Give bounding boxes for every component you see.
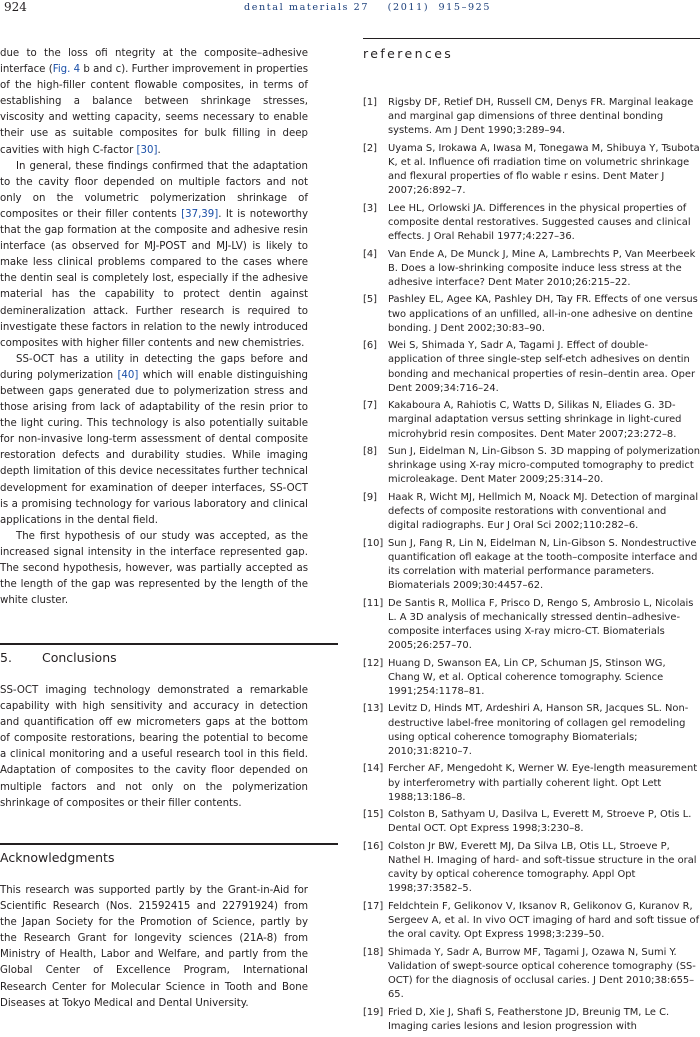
citation-link[interactable]: [30] [136, 144, 158, 156]
reference-number: [16] [363, 840, 384, 852]
reference-number: [12] [363, 657, 384, 669]
reference-text: Wei S, Shimada Y, Sadr A, Tagami J. Effect of double-application of three single-step self-etch adhesives on dentin bonding and mechanical properties of resin–dentin area. Oper Dent 2009;34:716–24. [388, 340, 696, 394]
section-title: Conclusions [42, 650, 117, 665]
reference-item [363, 399, 700, 442]
reference-item [363, 339, 700, 396]
section-rule [0, 843, 338, 845]
reference-item [363, 808, 700, 836]
reference-item [363, 202, 700, 245]
reference-text: Feldchtein F, Gelikonov V, Iksanov R, Gelikonov G, Kuranov R, Sergeev A, et al. In vivo OCT imaging of hard and soft tissue of the oral cavity. Opt Express 1998;3:239–50. [388, 900, 700, 941]
reference-number: [18] [363, 946, 384, 958]
reference-number: [5] [363, 294, 377, 306]
reference-number: [11] [363, 597, 384, 609]
references-rule [363, 38, 700, 39]
references-heading: references [363, 46, 454, 61]
reference-number: [6] [363, 340, 377, 352]
reference-item [363, 248, 700, 291]
reference-item [363, 946, 700, 1003]
left-column [0, 46, 308, 609]
reference-number: [19] [363, 1006, 384, 1018]
reference-text: Fried D, Xie J, Shafi S, Featherstone JD, Breunig TM, Le C. Imaging caries lesions and lesion progression with [388, 1006, 670, 1032]
section-heading-conclusions [0, 650, 117, 665]
section-heading-acknowledgments: Acknowledgments [0, 850, 115, 865]
reference-text: Rigsby DF, Retief DH, Russell CM, Denys FR. Marginal leakage and marginal gap dimensions of three dentinal bonding systems. Am J Dent 1990;3:289–94. [388, 97, 694, 137]
reference-item [363, 900, 700, 943]
reference-item [363, 840, 700, 897]
reference-number: [3] [363, 202, 377, 214]
reference-text: Haak R, Wicht MJ, Hellmich M, Noack MJ. Detection of marginal defects of composite restorations with conventional and digital radiographs. Eur J Oral Sci 2002;110:282–6. [388, 491, 699, 532]
reference-number: [15] [363, 809, 384, 821]
reference-text: Uyama S, Irokawa A, Iwasa M, Tonegawa M, Shibuya Y, Tsubota K, et al. Influence ofi rradiation time on volumetric shrinkage and flexural properties of flo wable r esins. Dent Mater J 2007;26:892–7. [388, 142, 700, 197]
section-number: 5. [0, 650, 12, 665]
reference-item [363, 597, 700, 654]
reference-number: [9] [363, 491, 377, 503]
body-paragraph-3: SS-OCT has a utility in detecting the gaps before and during polymerization [40] which will enable distinguishing between gaps generated due to polymerization stress and those arising from lack of adaptability of the resin prior to the light curing. This technology is also potentially suitable for non-invasive long-term assessment of dental composite restoration defects and durability studies. While imaging depth limitation of this device necessitates further technical development for examination of deeper interfaces, SS-OCT is a promising technology for various laboratory and clinical applications in the dental field. [0, 353, 308, 526]
reference-item [363, 96, 700, 139]
reference-text: Levitz D, Hinds MT, Ardeshiri A, Hanson SR, Jacques SL. Non-destructive label-free monitoring of collagen gel remodeling using optical coherence tomography Biomaterials; 2010;31:8210–7. [388, 703, 689, 757]
reference-item [363, 657, 700, 700]
reference-number: [7] [363, 400, 377, 412]
reference-item [363, 445, 700, 488]
reference-text: Pashley EL, Agee KA, Pashley DH, Tay FR. Effects of one versus two applications of an unfilled, all-in-one adhesive on dentine bonding. J Dent 2002;30:83–90. [388, 294, 698, 334]
reference-number: [1] [363, 97, 377, 108]
reference-number: [10] [363, 537, 384, 549]
page-number: 924 [4, 0, 27, 14]
journal-running-header: dental materials 27 (2011) 915–925 [244, 2, 492, 13]
reference-text: Kakaboura A, Rahiotis C, Watts D, Silikas N, Eliades G. 3D-marginal adaptation versus setting shrinkage in light-cured microhybrid resin composites. Dent Mater 2007;23:272–8. [388, 400, 682, 440]
reference-text: Fercher AF, Mengedoht K, Werner W. Eye-length measurement by interferometry with partially coherent light. Opt Lett 1988;13:186–8. [388, 763, 698, 803]
conclusions-text: SS-OCT imaging technology demonstrated a remarkable capability with high sensitivity and accuracy in detection and quantification off ew micrometers gaps at the bottom of composite restorations, bearing the potential to become a clinical monitoring and a useful research tool in this field. Adaptation of composites to the cavity floor depended on multiple factors and not only on the polymerization shrinkage of composites or their filler contents. [0, 685, 308, 809]
body-paragraph-2: In general, these findings confirmed that the adaptation to the cavity floor depended on multiple factors and not only on the volumetric polymerization shrinkage of composites or their filler contents [37,39]. It is noteworthy that the gap formation at the composite and adhesive resin interface (as observed for MJ-POST and MJ-LV) is likely to make less clinical problems compared to the cases where the dentin seal is completely lost, especially if the adhesive material has the capability to protect dentin against demineralization attack. Further research is required to investigate these factors in relation to the newly introduced composites with higher filler contents and new chemistries. [0, 160, 308, 349]
reference-item [363, 293, 700, 336]
reference-item [363, 491, 700, 534]
reference-item [363, 702, 700, 759]
reference-text: Van Ende A, De Munck J, Mine A, Lambrechts P, Van Meerbeek B. Does a low-shrinking composite induce less stress at the adhesive interface? Dent Mater 2010;26:215–22. [388, 248, 696, 288]
reference-text: Huang D, Swanson EA, Lin CP, Schuman JS, Stinson WG, Chang W, et al. Optical coherence tomography. Science 1991;254:1178–81. [388, 657, 666, 697]
reference-text: Colston Jr BW, Everett MJ, Da Silva LB, Otis LL, Stroeve P, Nathel H. Imaging of hard- and soft-tissue structure in the oral cavity by optical coherence tomography. Appl Opt 1998;37:3582–5. [388, 840, 697, 895]
reference-number: [14] [363, 763, 384, 775]
reference-text: Colston B, Sathyam U, Dasilva L, Everett M, Stroeve P, Otis L. Dental OCT. Opt Express 1998;3:230–8. [388, 809, 692, 835]
reference-number: [2] [363, 142, 377, 154]
reference-number: [4] [363, 248, 377, 260]
citation-link[interactable]: [40] [117, 369, 139, 381]
reference-text: De Santis R, Mollica F, Prisco D, Rengo S, Ambrosio L, Nicolais L. A 3D analysis of mechanically stressed dentin–adhesive-composite interfaces using X-ray micro-CT. Biomaterials 2005;26:257–70. [388, 597, 694, 652]
reference-text: Sun J, Eidelman N, Lin-Gibson S. 3D mapping of polymerization shrinkage using X-ray micro-computed tomography to predict microleakage. Dent Mater 2009;25:314–20. [388, 445, 700, 486]
reference-item [363, 142, 700, 199]
reference-number: [17] [363, 900, 384, 912]
body-paragraph-1: due to the loss ofi ntegrity at the composite–adhesive interface (Fig. 4 b and c). Further improvement in properties of the high-filler content flowable composites, in terms of establishing a balance between shrinkage stresses, viscosity and wetting capacity, seems necessary to enable their use as suitable composites for bulk filling in deep cavities with high C-factor [30]. [0, 48, 309, 156]
reference-text: Sun J, Fang R, Lin N, Eidelman N, Lin-Gibson S. Nondestructive quantification ofl eakage at the tooth–composite interface and its correlation with material performance parameters. Biomaterials 2009;30:4457–62. [388, 537, 698, 592]
section-rule [0, 643, 338, 645]
citation-link[interactable]: [37,39] [181, 208, 219, 220]
body-paragraph-4: The first hypothesis of our study was accepted, as the increased signal intensity in the interface represented gap. The second hypothesis, however, was partially accepted as the length of the gap was represented by the length of the white cluster. [0, 530, 308, 607]
references-list [363, 96, 700, 1037]
reference-item [363, 537, 700, 594]
citation-link[interactable]: Fig. 4 [52, 64, 81, 76]
reference-text: Shimada Y, Sadr A, Burrow MF, Tagami J, Ozawa N, Sumi Y. Validation of swept-source optical coherence tomography (SS-OCT) for the diagnosis of occlusal caries. J Dent 2010;38:655–65. [388, 946, 696, 1001]
reference-item [363, 762, 700, 805]
reference-item [363, 1006, 700, 1034]
reference-number: [8] [363, 445, 377, 457]
acknowledgments-text: This research was supported partly by the Grant-in-Aid for Scientific Research (Nos. 21592415 and 22791924) from the Japan Society for the Promotion of Science, partly by the Research Grant for longevity sciences (21A-8) from Ministry of Health, Labor and Welfare, and partly from the Global Center of Excellence Program, International Research Center for Molecular Science in Tooth and Bone Diseases at Tokyo Medical and Dental University. [0, 885, 308, 1009]
reference-number: [13] [363, 703, 384, 715]
reference-text: Lee HL, Orlowski JA. Differences in the physical properties of composite dental restoratives. Suggested causes and clinical effects. J Oral Rehabil 1977;4:227–36. [388, 202, 691, 243]
